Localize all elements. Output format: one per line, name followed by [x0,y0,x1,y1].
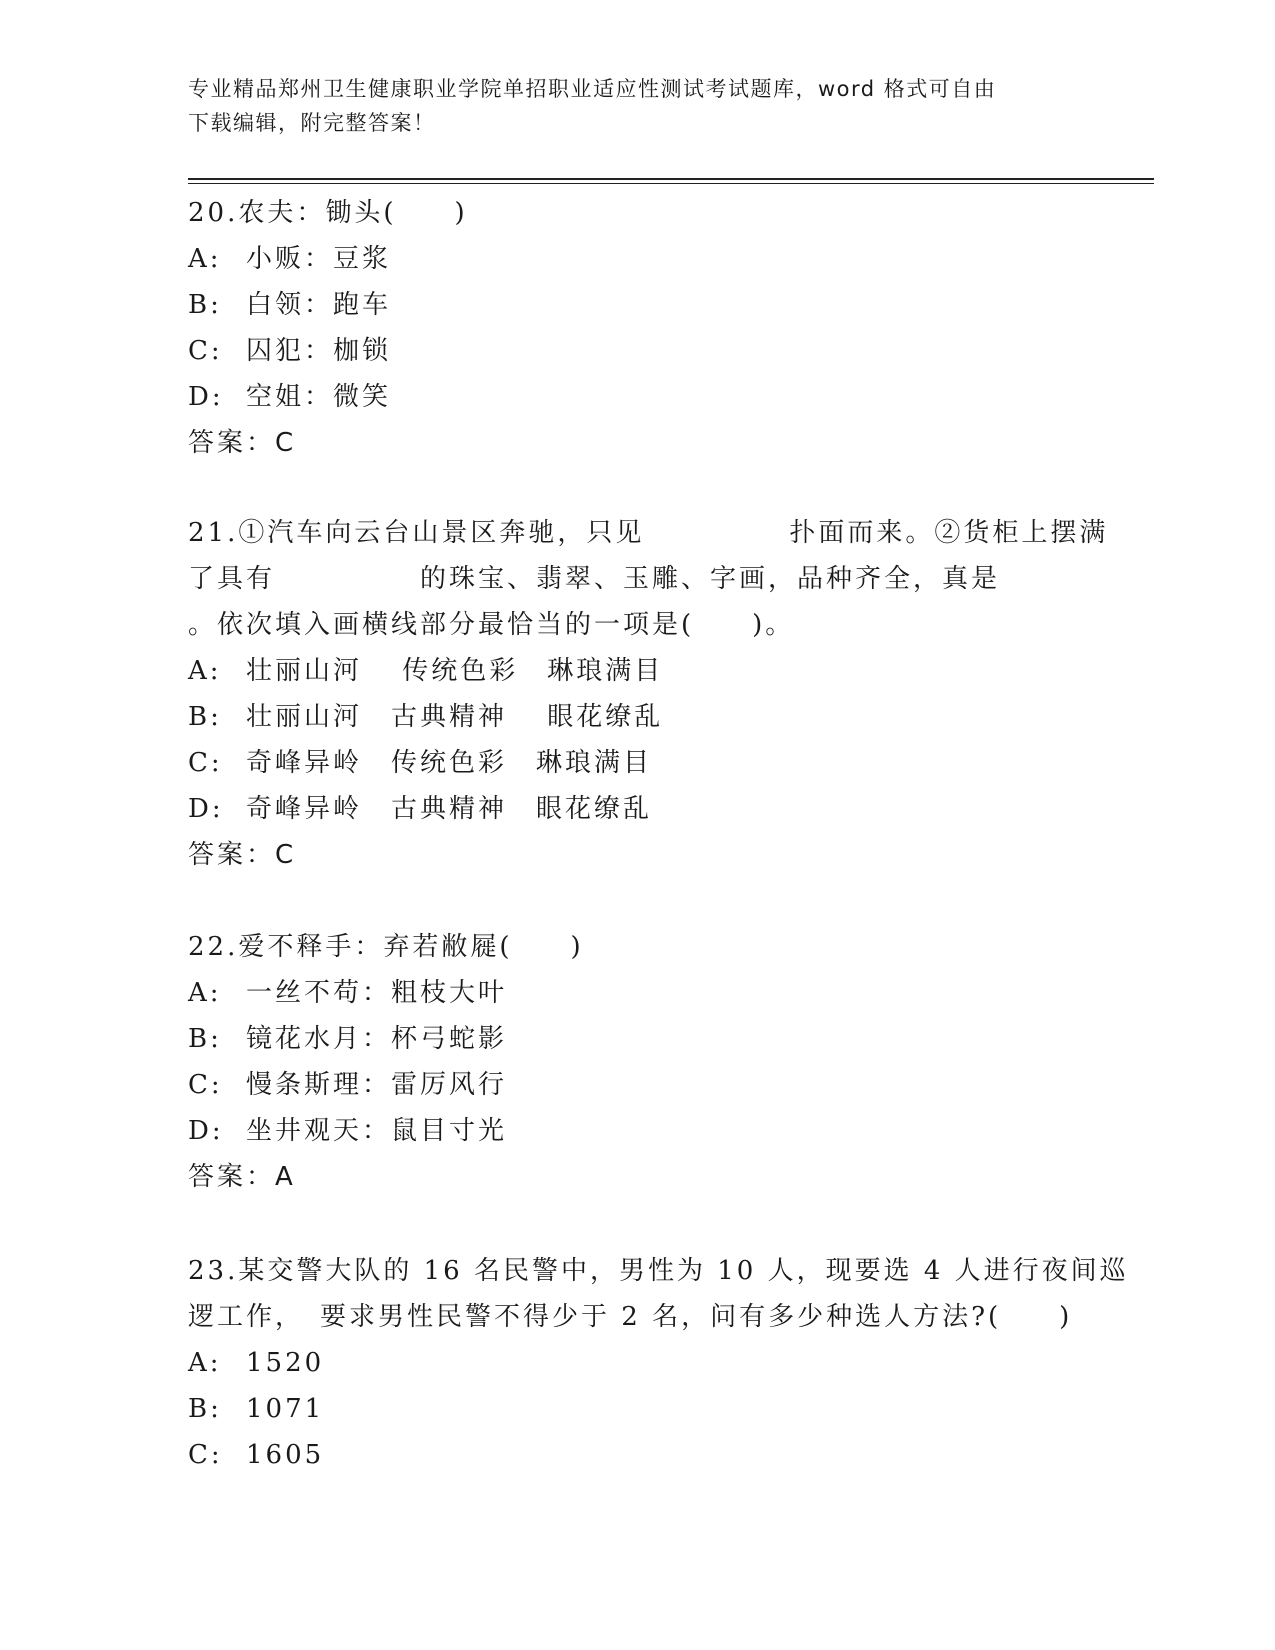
option-c [188,740,1088,786]
question-23 [188,1248,1129,1478]
option-label: C: [188,748,223,778]
option-label: A: [188,244,222,274]
question-stem: 21.①汽车向云台山景区奔驰，只见 扑面而来。②货柜上摆满 [188,518,1109,548]
question-stem: 了具有 的珠宝、翡翠、玉雕、字画，品种齐全，真是 [188,564,1001,594]
option-d [188,1108,1088,1154]
question-stem: 22.爱不释手：弃若敝屣( ) [188,932,584,962]
answer: 答案：A [188,1162,296,1192]
option-label: D: [188,794,224,824]
option-text: 慢条斯理：雷厉风行 [246,1070,508,1100]
option-text: 坐井观天：鼠目寸光 [246,1116,508,1146]
option-label: B: [188,1024,222,1054]
option-text: 1520 [246,1348,325,1378]
option-text: 奇峰异岭 古典精神 眼花缭乱 [246,794,653,824]
option-b [188,694,1088,740]
option-text: 壮丽山河 传统色彩 琳琅满目 [246,656,664,686]
option-label: A: [188,1348,222,1378]
answer: 答案：C [188,428,297,458]
question-21 [188,510,1109,878]
option-d [188,374,1088,420]
option-label: D: [188,1116,224,1146]
option-text: 空姐：微笑 [246,382,392,412]
document-header [188,72,1088,140]
option-a [188,970,1088,1016]
question-stem: 23.某交警大队的 16 名民警中，男性为 10 人，现要选 4 人进行夜间巡 [188,1256,1129,1286]
option-a [188,236,1088,282]
option-text: 镜花水月：杯弓蛇影 [246,1024,508,1054]
question-stem: 。依次填入画横线部分最恰当的一项是( )。 [188,610,795,640]
header-rule-thin [188,183,1154,184]
question-20 [188,190,1088,466]
option-text: 奇峰异岭 传统色彩 琳琅满目 [246,748,653,778]
header-line-2: 下载编辑，附完整答案！ [188,111,436,135]
header-rule-thick [188,178,1154,180]
option-label: A: [188,656,222,686]
option-label: B: [188,702,222,732]
option-c [188,1432,1088,1478]
option-label: C: [188,336,223,366]
question-22 [188,924,1088,1200]
question-list [188,190,1129,1478]
spacer [188,466,1088,510]
option-label: D: [188,382,224,412]
option-label: C: [188,1070,223,1100]
option-text: 小贩：豆浆 [246,244,392,274]
answer: 答案：C [188,840,297,870]
option-text: 囚犯：枷锁 [246,336,392,366]
option-b [188,282,1088,328]
option-c [188,328,1088,374]
option-text: 1605 [246,1440,325,1470]
option-text: 一丝不苟：粗枝大叶 [246,978,508,1008]
option-text: 1071 [246,1394,325,1424]
spacer [188,878,1088,924]
question-stem: 逻工作， 要求男性民警不得少于 2 名，问有多少种选人方法?( ) [188,1302,1073,1332]
spacer [188,1200,1088,1248]
option-label: C: [188,1440,223,1470]
option-label: A: [188,978,222,1008]
option-label: B: [188,290,222,320]
option-a [188,1340,1088,1386]
option-b [188,1386,1088,1432]
option-d [188,786,1088,832]
option-b [188,1016,1088,1062]
option-a [188,648,1088,694]
option-label: B: [188,1394,222,1424]
header-line-1: 专业精品郑州卫生健康职业学院单招职业适应性测试考试题库，word 格式可自由 [188,77,997,101]
option-text: 白领：跑车 [246,290,392,320]
option-c [188,1062,1088,1108]
question-stem: 20.农夫：锄头( ) [188,198,468,228]
option-text: 壮丽山河 古典精神 眼花缭乱 [246,702,664,732]
